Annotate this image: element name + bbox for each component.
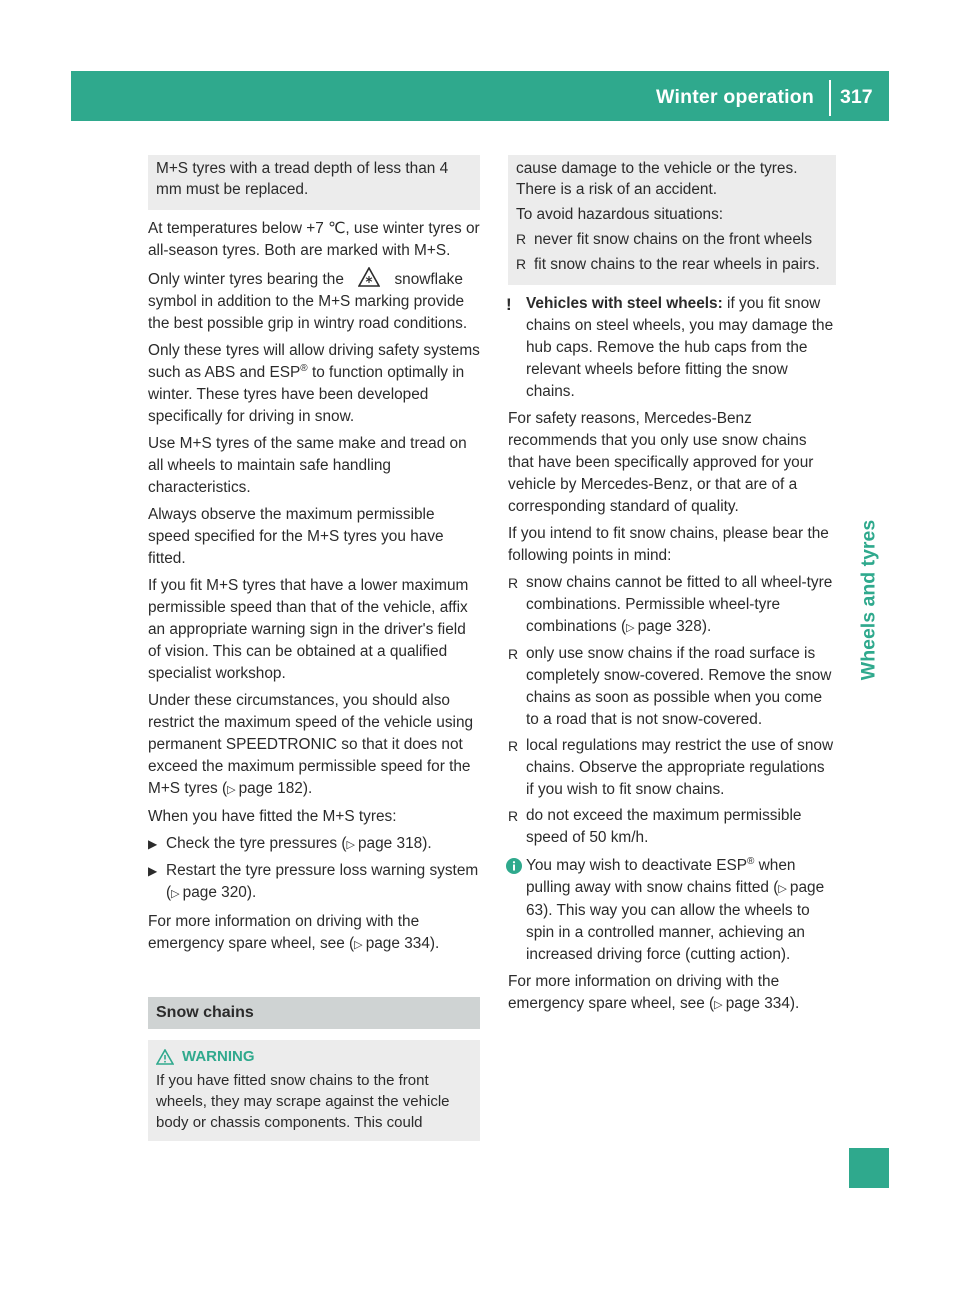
paragraph: Only these tyres will allow driving safety systems such as ABS and ESP® to function optimally in winter. These tyres have been developed specifically for driving in snow. xyxy=(148,342,480,425)
page-ref-icon: ▷ xyxy=(778,883,790,895)
paragraph: Use M+S tyres of the same make and tread on all wheels to maintain safe handling characteristics. xyxy=(148,435,467,496)
page-ref-link[interactable]: page 63 xyxy=(526,879,825,919)
paragraph: Always observe the maximum permissible speed specified for the M+S tyres you have fitted. xyxy=(148,506,444,567)
step-arrow-icon: ▶ xyxy=(148,837,158,851)
bullet-icon: R xyxy=(508,738,519,754)
bullet-icon: R xyxy=(516,256,527,272)
steel-wheels-note: ! Vehicles with steel wheels: if you fit snow chains on steel wheels, you may damage the hub caps. Remove the hub caps from the relevant wheels before fitting the snow chains. xyxy=(506,295,834,400)
paragraph: When you have fitted the M+S tyres: xyxy=(148,808,397,825)
step-arrow-icon: ▶ xyxy=(148,864,158,878)
page-ref-icon: ▷ xyxy=(626,622,638,634)
chapter-marker xyxy=(849,1148,889,1188)
page-ref-link[interactable]: page 328 xyxy=(637,618,702,635)
page-ref-icon: ▷ xyxy=(354,939,366,951)
paragraph: Only winter tyres bearing the snowflake symbol in addition to the M+S marking provide the best possible grip in wintry road conditions. xyxy=(148,267,480,335)
page-ref-icon: ▷ xyxy=(171,888,183,900)
chapter-tab xyxy=(849,520,889,680)
page-number: 317 xyxy=(840,86,873,108)
warning-triangle-icon xyxy=(156,1049,174,1065)
paragraph: For more information on driving with the emergency spare wheel, see (▷ page 334). xyxy=(148,913,440,952)
exclamation-icon: ! xyxy=(506,295,512,314)
chapter-tab-label: Wheels and tyres xyxy=(857,519,880,681)
snowflake-mountain-icon xyxy=(358,267,380,287)
list-item: R only use snow chains if the road surface is completely snow-covered. Remove the snow chains as soon as possible when you come to a road that is not snow-covered. xyxy=(508,645,832,728)
warning-text: If you have fitted snow chains to the front wheels, they may scrape against the vehicle body or chassis components. This could xyxy=(156,1072,450,1131)
warning-box xyxy=(148,1040,480,1141)
instruction-step: ▶ Check the tyre pressures (▷ page 318). xyxy=(148,833,480,856)
warning-continued-box: cause damage to the vehicle or the tyres. There is a risk of an accident. To avoid hazardous situations: R never fit snow chains on the front wheels R fit snow chains to the rear wheels in pairs. xyxy=(508,155,836,285)
paragraph: For more information on driving with the emergency spare wheel, see (▷ page 334). xyxy=(508,973,800,1012)
page-ref-icon: ▷ xyxy=(227,784,239,796)
bullet-icon: R xyxy=(508,808,519,824)
page-ref-link[interactable]: page 318 xyxy=(358,835,423,852)
info-icon xyxy=(506,858,522,874)
warning-title: WARNING xyxy=(156,1046,472,1067)
bullet-icon: R xyxy=(516,231,527,247)
bullet-icon: R xyxy=(508,575,519,591)
paragraph: Under these circumstances, you should also restrict the maximum speed of the vehicle using permanent SPEEDTRONIC so that it does not exceed the maximum permissible speed for the M+S tyres (▷ page 182). xyxy=(148,692,474,797)
instruction-step: ▶ Restart the tyre pressure loss warning system (▷ page 320). xyxy=(148,862,479,901)
paragraph: For safety reasons, Mercedes-Benz recommends that you only use snow chains that have been specifically approved for your vehicle by Mercedes-Benz, or that are of a corresponding standard of quality. xyxy=(508,410,814,515)
list-item: R fit snow chains to the rear wheels in pairs. xyxy=(516,256,820,273)
page-ref-link[interactable]: page 182 xyxy=(238,780,303,797)
page-ref-link[interactable]: page 334 xyxy=(725,995,790,1012)
tread-depth-note: M+S tyres with a tread depth of less than 4 mm must be replaced. xyxy=(148,155,480,210)
list-item: R never fit snow chains on the front wheels xyxy=(516,231,813,248)
page-ref-link[interactable]: page 334 xyxy=(365,935,430,952)
left-column xyxy=(148,155,480,1141)
list-item: R do not exceed the maximum permissible speed of 50 km/h. xyxy=(508,807,802,846)
bullet-icon: R xyxy=(508,646,519,662)
list-item: R snow chains cannot be fitted to all wheel-tyre combinations. Permissible wheel-tyre combinations (▷ page 328). xyxy=(508,574,833,635)
list-item: R local regulations may restrict the use of snow chains. Observe the appropriate regulations if you wish to fit snow chains. xyxy=(508,737,834,798)
page-title: Winter operation xyxy=(656,86,814,108)
paragraph: At temperatures below +7 ℃, use winter tyres or all-season tyres. Both are marked with M+S. xyxy=(148,220,480,259)
paragraph: If you fit M+S tyres that have a lower maximum permissible speed than that of the vehicle, affix an appropriate warning sign in the driver's field of vision. This can be obtained at a qualified specialist workshop. xyxy=(148,577,469,682)
header-divider xyxy=(829,80,831,116)
paragraph: If you intend to fit snow chains, please bear the following points in mind: xyxy=(508,525,829,564)
right-column xyxy=(508,155,836,1021)
info-note: You may wish to deactivate ESP® when pulling away with snow chains fitted (▷ page 63). This way you can allow the wheels to spin in a controlled manner, achieving an increased driving force (cutting action). xyxy=(508,855,836,966)
page-ref-link[interactable]: page 320 xyxy=(182,884,247,901)
section-heading: Snow chains xyxy=(148,997,480,1029)
page-ref-icon: ▷ xyxy=(346,839,358,851)
page-ref-icon: ▷ xyxy=(714,999,726,1011)
